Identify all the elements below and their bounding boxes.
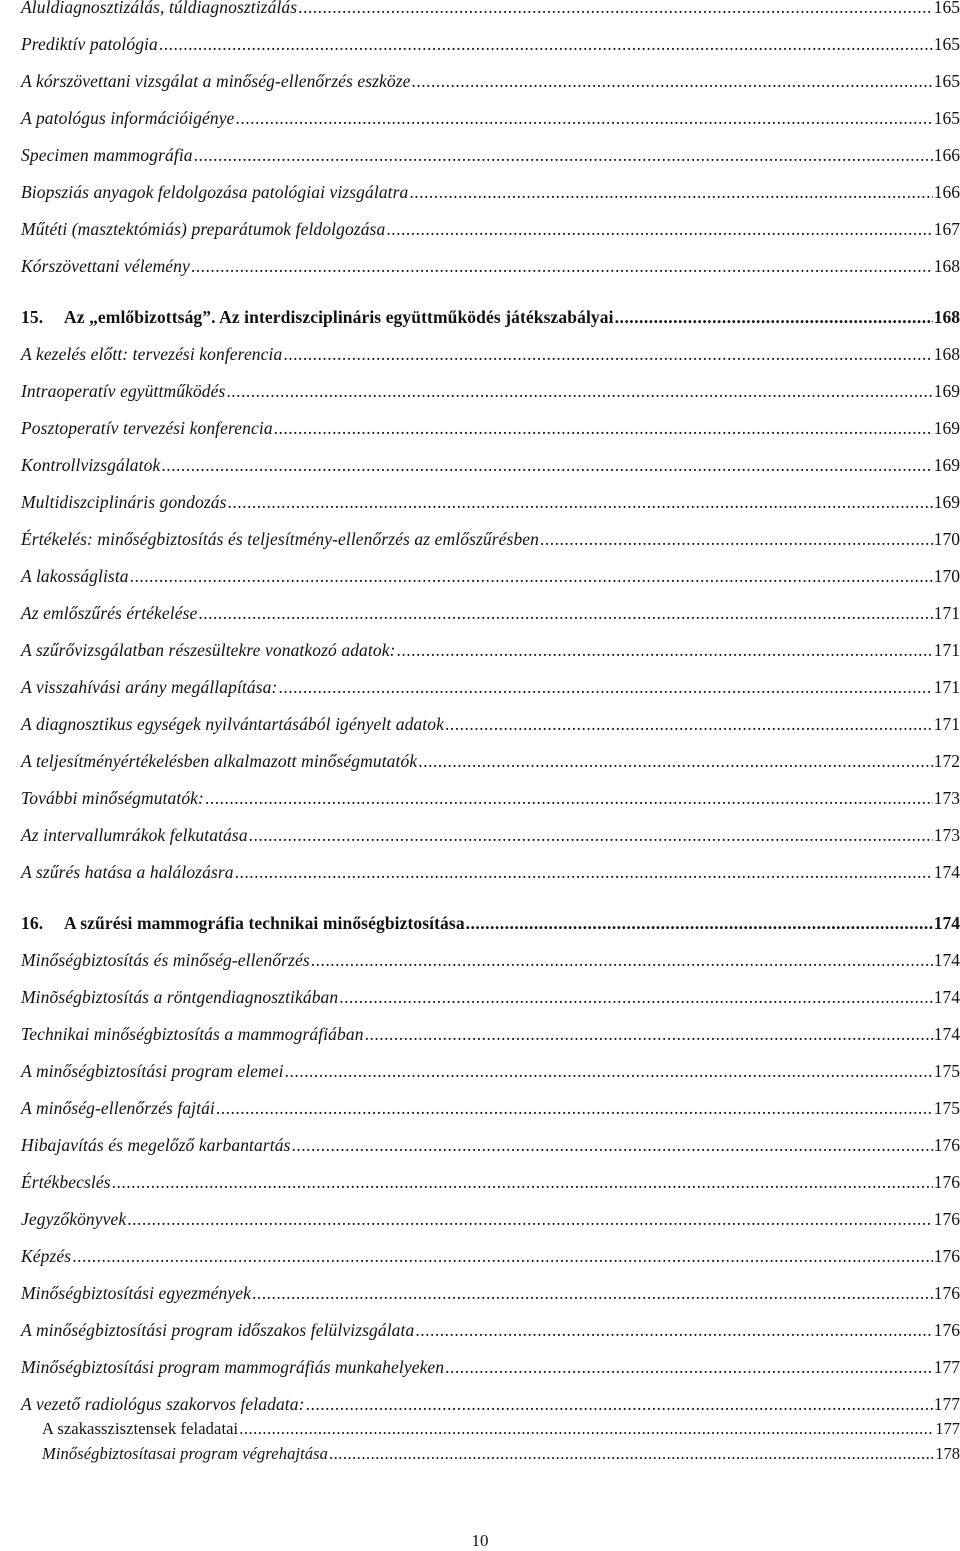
toc-title: [21, 107, 234, 129]
dot-leader: [198, 602, 932, 624]
toc-entry: [21, 750, 960, 772]
toc-title-text: A patológus információigénye: [21, 108, 235, 128]
toc-title: [21, 343, 282, 365]
toc-title-text: Prediktív patológia: [21, 34, 158, 54]
toc-page-number: 174: [933, 950, 960, 970]
toc-entry: [21, 306, 960, 328]
toc-entry: [21, 343, 960, 365]
dot-leader: [615, 306, 933, 328]
toc-title: [21, 824, 248, 846]
toc-title-text: A vezető radiológus szakorvos feladata:: [21, 1394, 305, 1414]
dot-leader: [412, 70, 933, 92]
dot-leader: [216, 1097, 933, 1119]
toc-page-number: 174: [933, 987, 960, 1007]
toc-row[interactable]: [0, 1282, 960, 1308]
toc-row[interactable]: [0, 750, 960, 776]
toc-row[interactable]: [0, 1443, 960, 1469]
toc-page-number: 171: [933, 714, 960, 734]
toc-title: [21, 1171, 111, 1193]
toc-title: [21, 861, 234, 883]
toc-title: [21, 1097, 215, 1119]
toc-title: [21, 491, 227, 513]
chapter-number: 15.: [21, 307, 44, 327]
toc-title: [21, 0, 297, 18]
toc-row[interactable]: [0, 1060, 960, 1086]
toc-row[interactable]: [0, 713, 960, 739]
dot-leader: [445, 1356, 933, 1378]
toc-title-text: A kórszövettani vizsgálat a minőség-ellenőrzés eszköze: [21, 71, 411, 91]
toc-row[interactable]: [0, 1208, 960, 1234]
toc-chapter-row[interactable]: [0, 306, 960, 332]
toc-title-text: Kórszövettani vélemény: [21, 256, 190, 276]
toc-title: [21, 1134, 290, 1156]
toc-chapter-row[interactable]: [0, 912, 960, 938]
toc-entry: [21, 1282, 960, 1304]
toc-entry: [21, 949, 960, 971]
toc-page-number: 178: [935, 1444, 960, 1463]
toc-title: [21, 1060, 284, 1082]
toc-entry: [21, 676, 960, 698]
dot-leader: [291, 1134, 932, 1156]
toc-page-number: 176: [933, 1320, 960, 1340]
toc-page-number: 176: [933, 1246, 960, 1266]
toc-entry: [21, 0, 960, 18]
toc-row[interactable]: [0, 218, 960, 244]
toc-entry: [21, 417, 960, 439]
toc-page-number: 169: [933, 492, 960, 512]
toc-title-text: Intraoperatív együttműködés: [21, 381, 226, 401]
toc-entry: [21, 824, 960, 846]
toc-row[interactable]: [0, 1319, 960, 1345]
toc-title-text: Posztoperatív tervezési konferencia: [21, 418, 273, 438]
dot-leader: [228, 491, 933, 513]
page-number: 10: [471, 1531, 489, 1550]
toc-row[interactable]: [0, 1134, 960, 1160]
dot-leader: [161, 454, 932, 476]
toc-title-text: Hibajavítás és megelőző karbantartás: [21, 1135, 291, 1155]
toc-entry: [21, 986, 960, 1008]
toc-title: [21, 912, 465, 934]
toc-title: [21, 949, 310, 971]
dot-leader: [127, 1208, 933, 1230]
toc-entry: [42, 1418, 960, 1440]
toc-title: [21, 306, 614, 328]
toc-page-number: 177: [933, 1357, 960, 1377]
toc-row[interactable]: [0, 1171, 960, 1197]
toc-entry: [21, 1060, 960, 1082]
toc-row[interactable]: [0, 1097, 960, 1123]
toc-row[interactable]: [0, 1245, 960, 1271]
toc-row[interactable]: [0, 70, 960, 96]
toc-entry: [21, 639, 960, 661]
toc-page-number: 174: [933, 862, 960, 882]
toc-entry: [21, 1208, 960, 1230]
dot-leader: [239, 1418, 934, 1440]
toc-entry: [42, 1443, 960, 1465]
toc-title: [21, 1319, 414, 1341]
toc-page-number: 170: [933, 566, 960, 586]
dot-leader: [249, 824, 933, 846]
toc-title-text: Minőségbiztosítás és minőség-ellenőrzés: [21, 950, 310, 970]
toc-page-number: 169: [933, 381, 960, 401]
dot-leader: [235, 107, 932, 129]
dot-leader: [283, 343, 932, 365]
toc-row[interactable]: [0, 181, 960, 207]
toc-page-number: 176: [933, 1209, 960, 1229]
toc-row[interactable]: [0, 565, 960, 591]
toc-row[interactable]: [0, 639, 960, 665]
toc-title: [21, 1023, 364, 1045]
toc-page-number: 176: [933, 1172, 960, 1192]
toc-page-number: 166: [933, 145, 960, 165]
toc-title-text: A szakasszisztensek feladatai: [42, 1419, 239, 1438]
toc-page-number: 176: [933, 1135, 960, 1155]
toc-title: [21, 787, 204, 809]
toc-row[interactable]: [0, 107, 960, 133]
toc-title: [21, 528, 539, 550]
dot-leader: [285, 1060, 933, 1082]
toc-title-text: Az intervallumrákok felkutatása: [21, 825, 248, 845]
toc-title-text: Multidiszciplináris gondozás: [21, 492, 227, 512]
toc-entry: [21, 181, 960, 203]
toc-entry: [21, 1171, 960, 1193]
toc-title: [21, 1245, 71, 1267]
dot-leader: [466, 912, 933, 934]
dot-leader: [339, 986, 932, 1008]
toc-row[interactable]: [0, 824, 960, 850]
toc-title-text: A visszahívási arány megállapítása:: [21, 677, 278, 697]
toc-row[interactable]: [0, 676, 960, 702]
toc-title-text: A szűrés hatása a halálozásra: [21, 862, 234, 882]
toc-title: [21, 70, 411, 92]
toc-title: [21, 1393, 305, 1415]
toc-title: [21, 144, 193, 166]
toc-row[interactable]: [0, 1418, 960, 1444]
toc-page-number: 171: [933, 640, 960, 660]
toc-title-text: Minőségbiztosítási egyezmények: [21, 1283, 251, 1303]
dot-leader: [191, 255, 933, 277]
toc-entry: [21, 491, 960, 513]
toc-entry: [21, 218, 960, 240]
toc-page-number: 167: [933, 219, 960, 239]
toc-title: [21, 713, 444, 735]
toc-title: [21, 676, 277, 698]
toc-title-text: Értékelés: minőségbiztosítás és teljesítmény-ellenőrzés az emlőszűrésben: [21, 529, 540, 549]
dot-leader: [386, 218, 932, 240]
toc-title: [21, 255, 190, 277]
dot-leader: [72, 1245, 933, 1267]
toc-entry: [21, 912, 960, 934]
dot-leader: [112, 1171, 933, 1193]
toc-page-number: 177: [935, 1419, 960, 1438]
toc-title-text: További minőségmutatók:: [21, 788, 204, 808]
toc-title: [42, 1418, 238, 1440]
toc-title-text: A szűrési mammográfia technikai minőségbiztosítása: [64, 913, 465, 933]
toc-title-text: A minőség-ellenőrzés fajtái: [21, 1098, 215, 1118]
toc-title-text: A teljesítményértékelésben alkalmazott minőségmutatók: [21, 751, 418, 771]
toc-title: [21, 33, 158, 55]
toc-row[interactable]: [0, 33, 960, 59]
toc-entry: [21, 713, 960, 735]
toc-entry: [21, 1097, 960, 1119]
toc-title-text: A szűrővizsgálatban részesültekre vonatkozó adatok:: [21, 640, 396, 660]
toc-row[interactable]: [0, 417, 960, 443]
dot-leader: [252, 1282, 933, 1304]
toc-page-number: 173: [933, 788, 960, 808]
toc-title-text: A minőségbiztosítási program időszakos felülvizsgálata: [21, 1320, 415, 1340]
dot-leader: [235, 861, 933, 883]
toc-page-number: 165: [933, 71, 960, 91]
toc-row[interactable]: [0, 787, 960, 813]
toc-entry: [21, 528, 960, 550]
toc-row[interactable]: [0, 491, 960, 517]
toc-entry: [21, 380, 960, 402]
toc-row[interactable]: [0, 861, 960, 887]
dot-leader: [159, 33, 933, 55]
toc-title-text: Kontrollvizsgálatok: [21, 455, 161, 475]
toc-entry: [21, 602, 960, 624]
toc-entry: [21, 255, 960, 277]
toc-row[interactable]: [0, 0, 960, 22]
dot-leader: [397, 639, 933, 661]
toc-title: [21, 639, 396, 661]
toc-title: [21, 218, 385, 240]
toc-title: [21, 750, 417, 772]
dot-leader: [274, 417, 933, 439]
toc-title: [21, 1282, 251, 1304]
toc-page-number: 165: [933, 34, 960, 54]
toc-title-text: A kezelés előtt: tervezési konferencia: [21, 344, 283, 364]
toc-page-number: 175: [933, 1098, 960, 1118]
toc-title-text: Jegyzőkönyvek: [21, 1209, 127, 1229]
toc-row[interactable]: [0, 528, 960, 554]
toc-page-number: 168: [933, 256, 960, 276]
toc-page-number: 170: [933, 529, 960, 549]
dot-leader: [306, 1393, 933, 1415]
toc-row[interactable]: [0, 1356, 960, 1382]
dot-leader: [194, 144, 933, 166]
toc-entry: [21, 33, 960, 55]
toc-entry: [21, 1356, 960, 1378]
toc-row[interactable]: [0, 144, 960, 170]
toc-title-text: Minőségbiztosítási program mammográfiás munkahelyeken: [21, 1357, 445, 1377]
toc-entry: [21, 454, 960, 476]
dot-leader: [415, 1319, 932, 1341]
toc-page-number: 165: [933, 108, 960, 128]
toc-entry: [21, 787, 960, 809]
dot-leader: [409, 181, 932, 203]
toc-entry: [21, 1245, 960, 1267]
toc-title-text: Képzés: [21, 1246, 72, 1266]
toc-page-number: 168: [933, 344, 960, 364]
toc-title-text: Az emlőszűrés értékelése: [21, 603, 198, 623]
toc-title-text: Technikai minőségbiztosítás a mammográfiában: [21, 1024, 364, 1044]
dot-leader: [540, 528, 933, 550]
toc-row[interactable]: [0, 380, 960, 406]
toc-title-text: Műtéti (masztektómiás) preparátumok feldolgozása: [21, 219, 386, 239]
dot-leader: [278, 676, 932, 698]
toc-row[interactable]: [0, 1023, 960, 1049]
toc-row[interactable]: [0, 343, 960, 369]
dot-leader: [445, 713, 933, 735]
toc-title-text: Értékbecslés: [21, 1172, 111, 1192]
toc-page-number: 171: [933, 677, 960, 697]
toc-entry: [21, 107, 960, 129]
toc-title: [21, 380, 225, 402]
toc-title: [21, 1208, 126, 1230]
toc-title: [21, 986, 338, 1008]
toc-page-number: 171: [933, 603, 960, 623]
dot-leader: [298, 0, 933, 18]
toc-row[interactable]: [0, 255, 960, 281]
toc-title: [21, 602, 197, 624]
toc-title: [21, 417, 273, 439]
toc-title-text: Minõségbiztosítás a röntgendiagnosztikában: [21, 987, 339, 1007]
toc-title: [21, 1356, 444, 1378]
dot-leader: [205, 787, 933, 809]
toc-row[interactable]: [0, 454, 960, 480]
toc-title-text: Aluldiagnosztizálás, túldiagnosztizálás: [21, 0, 298, 17]
toc-entry: [21, 1023, 960, 1045]
toc-page-number: 174: [933, 913, 960, 933]
toc-title-text: A diagnosztikus egységek nyilvántartásából igényelt adatok: [21, 714, 444, 734]
toc-row[interactable]: [0, 986, 960, 1012]
toc-title-text: Minőségbiztosítasai program végrehajtása: [42, 1444, 329, 1463]
chapter-number: 16.: [21, 913, 44, 933]
toc-entry: [21, 1319, 960, 1341]
toc-page-number: 168: [933, 307, 960, 327]
toc-page-number: 174: [933, 1024, 960, 1044]
toc-entry: [21, 1134, 960, 1156]
toc-title-text: Az „emlőbizottság”. Az interdiszciplináris együttműködés játékszabályai: [64, 307, 614, 327]
toc-page-number: 177: [933, 1394, 960, 1414]
toc-title: [42, 1443, 328, 1465]
dot-leader: [226, 380, 932, 402]
toc-page-number: 173: [933, 825, 960, 845]
toc-entry: [21, 861, 960, 883]
toc-row[interactable]: [0, 602, 960, 628]
dot-leader: [311, 949, 933, 971]
toc-title: [21, 565, 129, 587]
toc-title-text: Specimen mammográfia: [21, 145, 193, 165]
toc-row[interactable]: [0, 1393, 960, 1419]
toc-title-text: Biopsziás anyagok feldolgozása patológiai vizsgálatra: [21, 182, 409, 202]
toc-title: [21, 181, 408, 203]
toc-page-number: 172: [933, 751, 960, 771]
toc-page-number: 166: [933, 182, 960, 202]
toc-entry: [21, 1393, 960, 1415]
dot-leader: [130, 565, 933, 587]
dot-leader: [418, 750, 933, 772]
toc-entry: [21, 70, 960, 92]
toc-entry: [21, 565, 960, 587]
toc-title-text: A minőségbiztosítási program elemei: [21, 1061, 284, 1081]
dot-leader: [329, 1443, 934, 1465]
toc-page-number: 165: [933, 0, 960, 17]
toc-page-number: 176: [933, 1283, 960, 1303]
toc-title: [21, 454, 160, 476]
toc-title-text: A lakosságlista: [21, 566, 129, 586]
toc-entry: [21, 144, 960, 166]
toc-page-number: 169: [933, 455, 960, 475]
toc-row[interactable]: [0, 949, 960, 975]
toc-page-number: 175: [933, 1061, 960, 1081]
dot-leader: [365, 1023, 933, 1045]
toc-page-number: 169: [933, 418, 960, 438]
